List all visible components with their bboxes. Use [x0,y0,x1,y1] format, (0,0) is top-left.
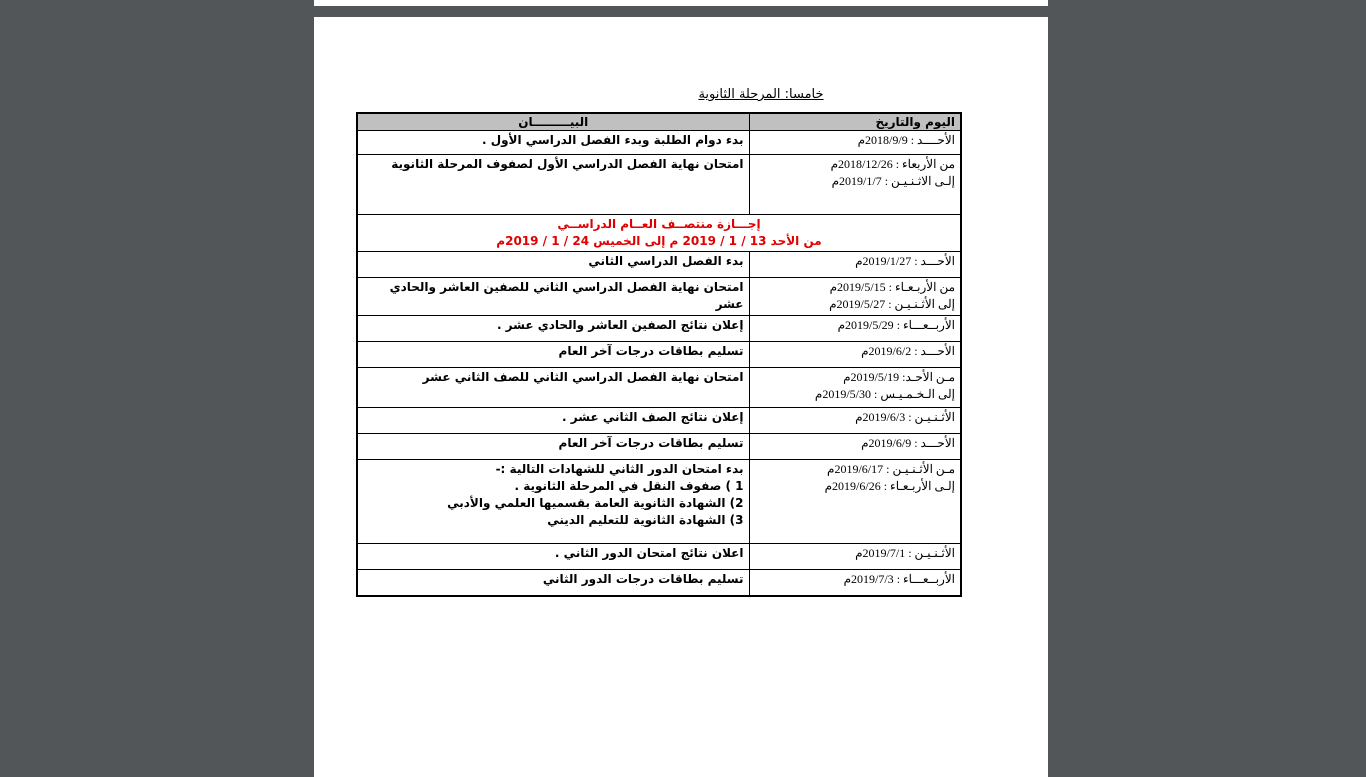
date-line: الأربــعـــاء : 2019/5/29م [837,318,955,332]
header-row [357,113,961,131]
date-cell [749,278,961,316]
description-line: 1 ) صفوف النقل في المرحلة الثانوية . [514,479,744,493]
date-line: من الأربـعـاء : 2019/5/15م [829,280,955,294]
table-row [357,408,961,434]
date-line: من الأربعاء : 2018/12/26م [830,157,955,171]
holiday-cell [357,215,961,252]
date-line: الأحـــد : 2019/6/2م [861,344,955,358]
table-row [357,252,961,278]
holiday-title: إجـــازة منتصــف العــام الدراســي [557,217,761,231]
table-row [357,570,961,596]
description-line: إعلان نتائج الصفين العاشر والحادي عشر . [496,318,744,332]
date-line: الأربــعـــاء : 2019/7/3م [843,572,955,586]
description-line: بدء دوام الطلبة وبدء الفصل الدراسي الأول . [481,133,744,147]
holiday-row [357,215,961,252]
description-cell [357,434,749,460]
header-description: البيـــــــــان [357,113,749,131]
date-line: إلـى الأربـعـاء : 2019/6/26م [824,479,955,493]
table-row [357,342,961,368]
description-line: بدء امتحان الدور الثاني للشهادات التالية :- [495,462,744,476]
date-line: إلى الـخـمـيـس : 2019/5/30م [814,387,955,401]
table-row [357,434,961,460]
date-cell [749,544,961,570]
description-line: تسليم بطاقات درجات آخر العام [558,436,744,450]
header-date: اليوم والتاريخ [749,113,961,131]
section-title: خامسا: المرحلة الثانوية [698,87,824,102]
holiday-range: من الأحد 13 / 1 / 2019 م إلى الخميس 24 / 1 / 2019م [496,234,822,248]
description-line: 3) الشهادة الثانوية للتعليم الديني [547,513,744,527]
description-cell [357,278,749,316]
date-cell [749,570,961,596]
document-page [314,17,1048,777]
description-line: إعلان نتائج الصف الثاني عشر . [562,410,744,424]
table-row [357,316,961,342]
table-row [357,278,961,316]
date-line: مـن الأثـنـيـن : 2019/6/17م [827,462,955,476]
description-line: امتحان نهاية الفصل الدراسي الأول لصفوف المرحلة الثانوية [391,157,744,171]
description-cell [357,316,749,342]
table-row [357,460,961,544]
table-row [357,131,961,155]
date-line: إلـى الاثـنـيـن : 2019/1/7م [831,174,955,188]
date-cell [749,460,961,544]
date-cell [749,316,961,342]
description-cell [357,342,749,368]
date-line: الأثـنـيـن : 2019/7/1م [855,546,955,560]
date-cell [749,131,961,155]
date-cell [749,342,961,368]
table-row [357,544,961,570]
description-cell [357,544,749,570]
description-cell [357,131,749,155]
rows-before-holiday [357,131,961,215]
table-row [357,368,961,408]
date-cell [749,252,961,278]
date-line: الأحـــد : 2019/6/9م [861,436,955,450]
previous-page-edge [314,0,1048,6]
description-cell [357,408,749,434]
description-line: امتحان نهاية الفصل الدراسي الثاني للصفين العاشر والحادي عشر [389,280,744,311]
date-cell [749,434,961,460]
table-row [357,155,961,215]
rows-after-holiday [357,252,961,596]
holiday-section [357,215,961,252]
description-line: 2) الشهادة الثانوية العامة بقسميها العلمي والأدبي [447,496,744,510]
date-line: إلى الأثـنـيـن : 2019/5/27م [829,297,955,311]
description-line: اعلان نتائج امتحان الدور الثاني . [554,546,744,560]
schedule-table [356,112,962,597]
date-line: الأثـنـيـن : 2019/6/3م [855,410,955,424]
description-cell [357,460,749,544]
date-cell [749,368,961,408]
description-line: تسليم بطاقات درجات الدور الثاني [542,572,744,586]
description-cell [357,252,749,278]
date-line: الأحـــد : 2019/1/27م [855,254,955,268]
date-line: مـن الأحـد: 2019/5/19م [843,370,955,384]
description-line: بدء الفصل الدراسي الثاني [588,254,744,268]
description-cell [357,570,749,596]
date-cell [749,408,961,434]
date-cell [749,155,961,215]
description-cell [357,155,749,215]
description-line: تسليم بطاقات درجات آخر العام [558,344,744,358]
description-line: امتحان نهاية الفصل الدراسي الثاني للصف الثاني عشر [422,370,744,384]
description-cell [357,368,749,408]
date-line: الأحــــد : 2018/9/9م [857,133,955,147]
